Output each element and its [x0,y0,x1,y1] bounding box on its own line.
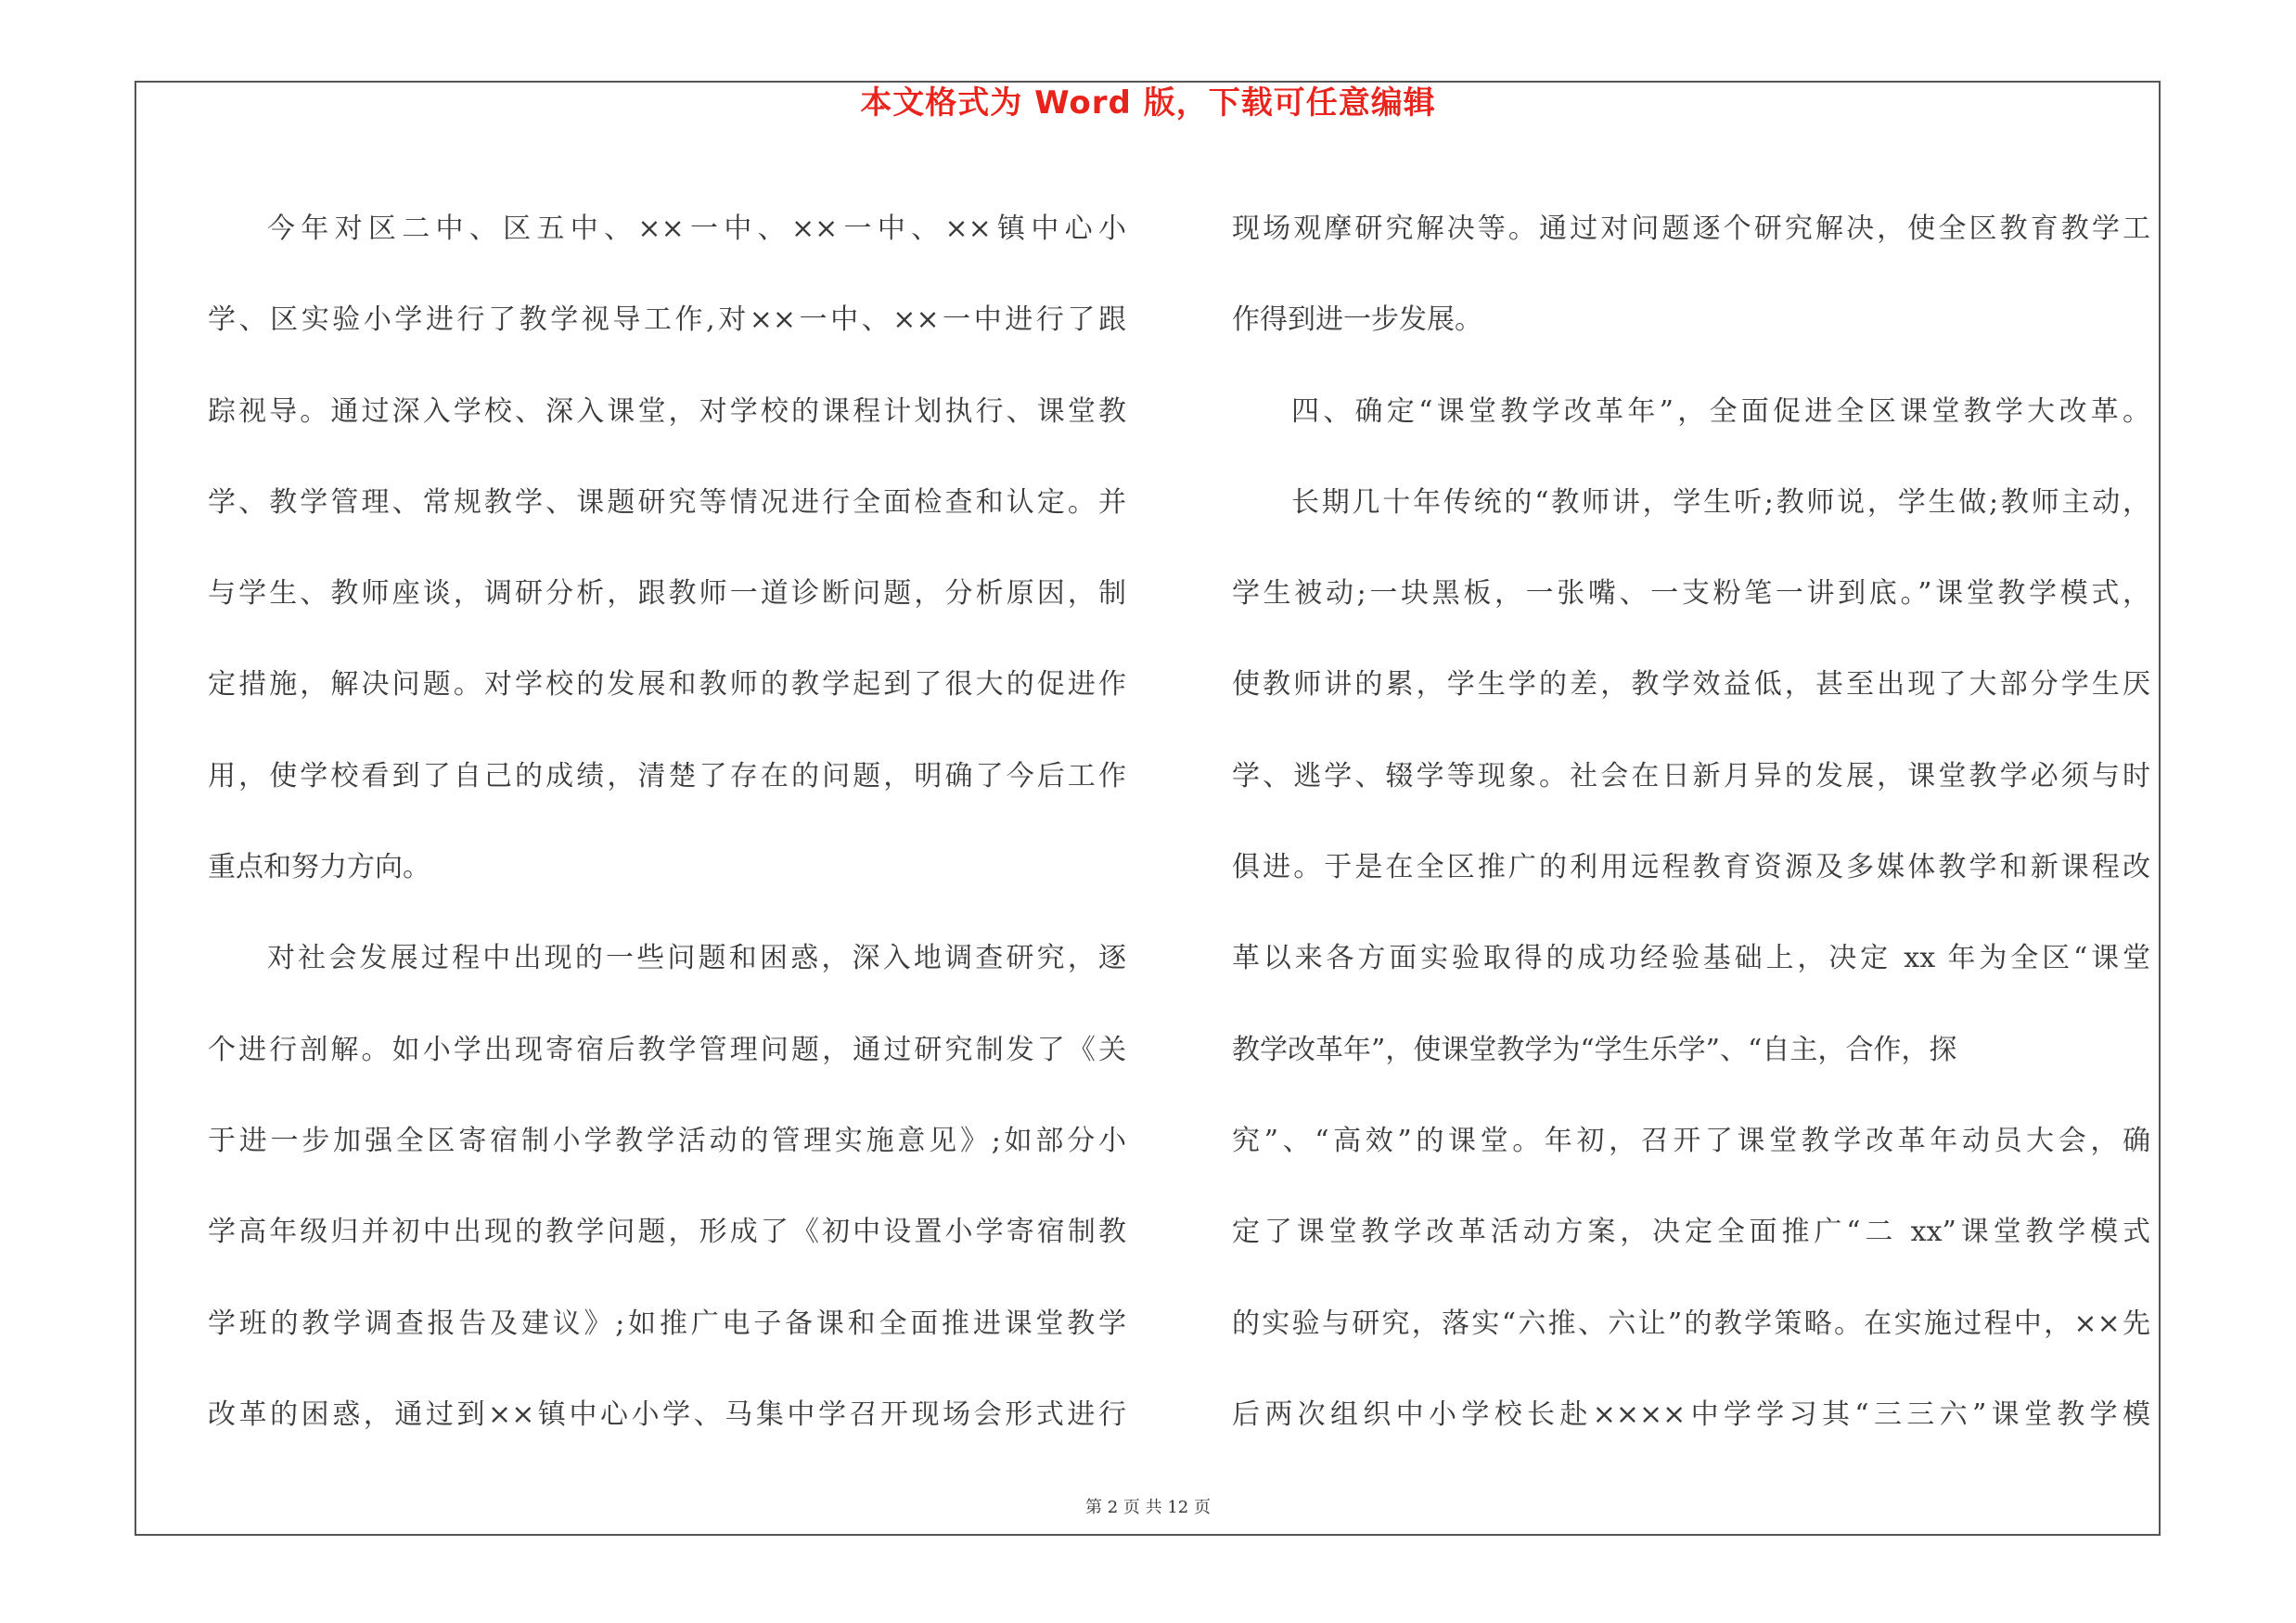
right-line-12: 定了课堂教学改革活动方案，决定全面推广“二 xx”课堂教学模式 [1232,1216,2150,1249]
left-line-7: 用，使学校看到了自己的成绩，清楚了存在的问题，明确了今后工作 [208,759,1126,792]
right-line-7: 学、逃学、辍学等现象。社会在日新月异的发展，课堂教学必须与时 [1232,759,2150,792]
right-line-9: 革以来各方面实验取得的成功经验基础上，决定 xx 年为全区“课堂 [1232,942,2150,975]
format-banner: 本文格式为 Word 版，下载可任意编辑 [860,84,1436,122]
right-column [1232,184,2150,1461]
left-line-14: 改革的困惑，通过到××镇中心小学、马集中学召开现场会形式进行 [208,1398,1126,1431]
left-line-11: 于进一步加强全区寄宿制小学教学活动的管理实施意见》;如部分小 [208,1124,1126,1157]
right-line-5: 学生被动;一块黑板，一张嘴、一支粉笔一讲到底。”课堂教学模式， [1232,577,2150,611]
right-line-14: 后两次组织中小学校长赴××××中学学习其“三三六”课堂教学模 [1232,1398,2150,1431]
left-line-10: 个进行剖解。如小学出现寄宿后教学管理问题，通过研究制发了《关 [208,1033,1126,1066]
left-line-1: 今年对区二中、区五中、××一中、××一中、××镇中心小 [267,213,1126,245]
left-column [208,184,1126,1461]
right-line-2: 作得到进一步发展。 [1232,303,1482,337]
right-line-10: 教学改革年”，使课堂教学为“学生乐学”、“自主，合作，探 [1232,1033,1957,1066]
right-line-8: 俱进。于是在全区推广的利用远程教育资源及多媒体教学和新课程改 [1232,851,2150,884]
page-footer: 第 2 页 共 12 页 [1085,1498,1211,1517]
left-line-3: 踪视导。通过深入学校、深入课堂，对学校的课程计划执行、课堂教 [208,394,1126,428]
right-line-1: 现场观摩研究解决等。通过对问题逐个研究解决，使全区教育教学工 [1232,213,2150,245]
left-line-12: 学高年级归并初中出现的教学问题，形成了《初中设置小学寄宿制教 [208,1216,1126,1249]
left-line-4: 学、教学管理、常规教学、课题研究等情况进行全面检查和认定。并 [208,485,1126,519]
right-line-6: 使教师讲的累，学生学的差，教学效益低，甚至出现了大部分学生厌 [1232,668,2150,702]
left-line-5: 与学生、教师座谈，调研分析，跟教师一道诊断问题，分析原因，制 [208,577,1126,611]
left-line-8: 重点和努力方向。 [208,851,430,884]
right-line-13: 的实验与研究，落实“六推、六让”的教学策略。在实施过程中，××先 [1232,1307,2150,1340]
right-line-4: 长期几十年传统的“教师讲，学生听;教师说，学生做;教师主动， [1291,485,2150,519]
left-line-6: 定措施，解决问题。对学校的发展和教师的教学起到了很大的促进作 [208,668,1126,702]
left-line-2: 学、区实验小学进行了教学视导工作,对××一中、××一中进行了跟 [208,303,1126,337]
right-line-11: 究”、“高效”的课堂。年初，召开了课堂教学改革年动员大会，确 [1232,1124,2150,1157]
right-line-3: 四、确定“课堂教学改革年”，全面促进全区课堂教学大改革。 [1291,394,2150,428]
left-line-13: 学班的教学调查报告及建议》;如推广电子备课和全面推进课堂教学 [208,1307,1126,1340]
left-line-9: 对社会发展过程中出现的一些问题和困惑，深入地调查研究，逐 [267,942,1126,975]
